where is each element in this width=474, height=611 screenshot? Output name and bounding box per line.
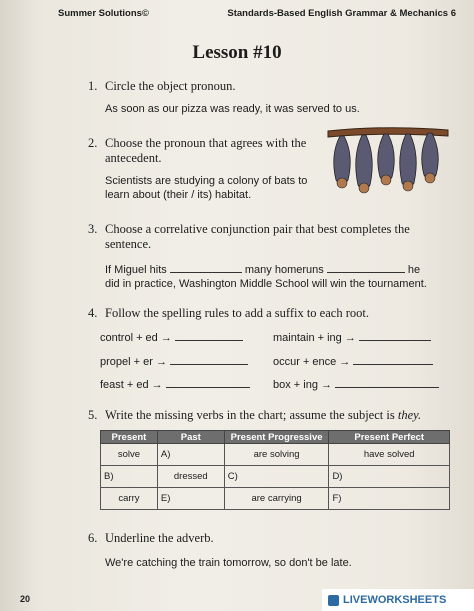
header-series: Summer Solutions©: [58, 8, 149, 19]
q2-sentence-line2: learn about (their / its) habitat.: [105, 189, 252, 201]
q2-prompt: [105, 136, 306, 166]
suffix-answer-maintain[interactable]: [359, 330, 431, 341]
cell-past: dressed: [157, 466, 224, 488]
q2-sentence-line1: Scientists are studying a colony of bats to: [105, 175, 308, 187]
verb-chart-header-row: [101, 431, 450, 444]
suffix-item-feast: [100, 377, 250, 391]
suffix-root-box: box + ing →: [273, 379, 333, 391]
bats-hanging-illustration: [326, 125, 450, 205]
answer-cell-b[interactable]: B): [101, 466, 158, 488]
col-header-present-perfect: Present Perfect: [329, 431, 450, 444]
liveworksheets-logo-icon: [328, 595, 339, 606]
q6-number: 6.: [88, 531, 98, 545]
q6-sentence[interactable]: We're catching the train tomorrow, so don't be late.: [105, 557, 352, 569]
answer-cell-e[interactable]: E): [157, 488, 224, 510]
cell-present: solve: [101, 444, 158, 466]
liveworksheets-badge[interactable]: [322, 589, 474, 611]
q1-sentence: As soon as our pizza was ready, it was served to us.: [105, 103, 360, 115]
suffix-item-control: [100, 330, 243, 344]
suffix-item-box: [273, 377, 439, 391]
q5-prompt: [105, 408, 421, 423]
q4-prompt: Follow the spelling rules to add a suffix to each root.: [105, 306, 369, 320]
answer-cell-a[interactable]: A): [157, 444, 224, 466]
q2-sentence: [105, 174, 307, 202]
suffix-answer-box[interactable]: [335, 377, 439, 388]
col-header-present: Present: [101, 431, 158, 444]
q3-prompt: [105, 222, 410, 252]
suffix-answer-control[interactable]: [175, 330, 243, 341]
suffix-item-propel: [100, 354, 248, 368]
suffix-answer-feast[interactable]: [166, 377, 250, 388]
liveworksheets-label: LIVEWORKSHEETS: [343, 594, 447, 606]
q6-prompt: Underline the adverb.: [105, 531, 214, 545]
cell-present-progressive: are carrying: [224, 488, 329, 510]
suffix-root-control: control + ed →: [100, 332, 172, 344]
table-row: [101, 466, 450, 488]
suffix-answer-occur[interactable]: [353, 354, 433, 365]
q3-sentence-part3: he: [407, 264, 421, 276]
answer-cell-f[interactable]: F): [329, 488, 450, 510]
lesson-title: Lesson #10: [192, 42, 282, 63]
q3-prompt-line1: Choose a correlative conjunction pair that best completes the: [105, 222, 410, 236]
suffix-answer-propel[interactable]: [170, 354, 248, 365]
q4-number: 4.: [88, 306, 98, 320]
table-row: [101, 444, 450, 466]
q1-prompt: Circle the object pronoun.: [105, 79, 236, 93]
cell-present: carry: [101, 488, 158, 510]
suffix-item-occur: [273, 354, 433, 368]
page-header: [58, 8, 456, 19]
cell-present-progressive: are solving: [224, 444, 329, 466]
q3-sentence-line2: did in practice, Washington Middle School will win the tournament.: [105, 278, 427, 290]
suffix-root-maintain: maintain + ing →: [273, 332, 356, 344]
q3-sentence-part2: many homeruns: [244, 264, 324, 276]
q3-blank-1[interactable]: [170, 262, 242, 273]
suffix-item-maintain: [273, 330, 431, 344]
q3-blank-2[interactable]: [327, 262, 405, 273]
q3-sentence: [105, 262, 427, 291]
q5-subject: they.: [397, 408, 422, 422]
answer-cell-d[interactable]: D): [329, 466, 450, 488]
q2-number: 2.: [88, 136, 98, 150]
q3-sentence-part1: If Miguel hits: [105, 264, 167, 276]
q2-prompt-line1: Choose the pronoun that agrees with the: [105, 136, 307, 150]
answer-cell-c[interactable]: C): [224, 466, 329, 488]
q3-prompt-line2: sentence.: [105, 237, 152, 251]
suffix-root-feast: feast + ed →: [100, 379, 163, 391]
col-header-past: Past: [157, 431, 224, 444]
page-number: 20: [20, 594, 31, 604]
col-header-present-progressive: Present Progressive: [224, 431, 329, 444]
q5-number: 5.: [88, 408, 98, 422]
verb-chart: [100, 430, 450, 510]
table-row: [101, 488, 450, 510]
cell-present-perfect: have solved: [329, 444, 450, 466]
q2-prompt-line2: antecedent.: [105, 151, 162, 165]
suffix-root-propel: propel + er →: [100, 356, 167, 368]
suffix-root-occur: occur + ence →: [273, 356, 351, 368]
q3-number: 3.: [88, 222, 98, 236]
header-book-title: Standards-Based English Grammar & Mechanics 6: [227, 8, 456, 19]
q1-number: 1.: [88, 79, 98, 93]
q5-prompt-text: Write the missing verbs in the chart; assume the subject is: [105, 408, 395, 422]
